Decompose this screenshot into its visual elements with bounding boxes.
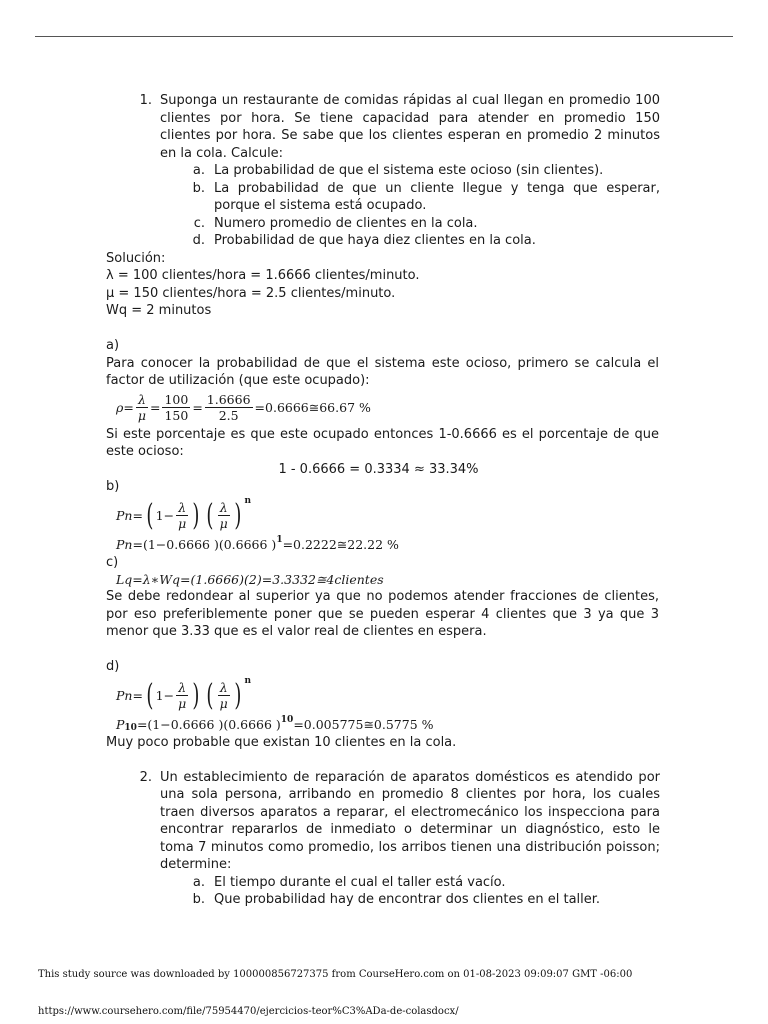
list-item-label: b. bbox=[192, 892, 205, 907]
fraction-100-150: $\frac{100}{150}$ bbox=[164, 392, 189, 423]
list-item bbox=[160, 891, 660, 909]
list-item-label: c. bbox=[193, 215, 205, 231]
footer-source: This study source was downloaded by 100000856727375 from CourseHero.com on 01-08-2023 09:09:07 GMT -06:00 bbox=[38, 969, 633, 980]
list-item-label: d. bbox=[192, 233, 205, 248]
question-number: 2. bbox=[139, 769, 152, 785]
idle-text: Si este porcentaje es que este ocupado entonces 1-0.6666 es el porcentaje de que este ocioso: bbox=[106, 426, 659, 459]
part-c-explanation: Se debe redondear al superior ya que no podemos atender fracciones de clientes, por eso preferiblemente poner que se pueden esperar 4 clientes que 3 ya que 3 menor que 3.33 que es el valor real de clientes en espera. bbox=[106, 589, 659, 639]
list-item-text: Que probabilidad hay de encontrar dos clientes en el taller. bbox=[214, 892, 601, 907]
part-c-label: c) bbox=[106, 554, 119, 570]
part-a-label: a) bbox=[106, 338, 120, 353]
rho-result: =0.6666≅66.67 % bbox=[254, 399, 371, 415]
idle-calc: 1 - 0.6666 = 0.3334 ≈ 33.34% bbox=[278, 461, 479, 477]
lq-formula: Lq=λ∗Wq=(1.6666)(2)=3.3332≅4 clientes bbox=[116, 571, 384, 587]
part-d-label: d) bbox=[106, 659, 120, 674]
mu-line: µ = 150 clientes/hora = 2.5 clientes/minuto. bbox=[106, 285, 396, 301]
question-1 bbox=[107, 92, 660, 162]
top-rule bbox=[35, 36, 733, 37]
lambda-over-mu: $\frac{\lambda}{\mu}$ bbox=[137, 392, 146, 423]
pn-formula: Pn = ( 1− $\frac{\lambda}{\mu}$ ) ( $\frac{\lambda}{\mu}$ ) n bbox=[116, 495, 252, 533]
lambda-line: λ = 100 clientes/hora = 1.6666 clientes/minuto. bbox=[106, 268, 420, 283]
part-a-intro: Para conocer la probabilidad de que el sistema este ocioso, primero se calcula el factor de utilización (que este ocupado): bbox=[106, 355, 659, 388]
question-number: 1. bbox=[139, 93, 152, 108]
list-item-label: a. bbox=[192, 163, 205, 178]
fraction-rates: $\frac{1.6666}{2.5}$ bbox=[206, 392, 251, 423]
list-item-label: a. bbox=[192, 874, 205, 890]
p10-calc: P 10 =(1−0.6666 )(0.6666 ) 10 =0.005775≅0.5775 % bbox=[116, 714, 434, 733]
footer-url-link[interactable]: https://www.coursehero.com/file/75954470/ejercicios-teor%C3%ADa-de-colasdocx/ bbox=[38, 1006, 459, 1017]
solution-heading: Solución: bbox=[106, 250, 166, 266]
rho-formula: ρ = $\frac{\lambda}{\mu}$ = $\frac{100}{150}$ = $\frac{1.6666}{2.5}$ =0.6666≅66.67 % bbox=[116, 392, 371, 423]
list-item-text: La probabilidad de que un cliente llegue y tenga que esperar, porque el sistema está ocupado. bbox=[214, 180, 660, 213]
rho-symbol: ρ bbox=[116, 399, 124, 415]
wq-line: Wq = 2 minutos bbox=[106, 303, 212, 318]
list-item-text: La probabilidad de que el sistema este ocioso (sin clientes). bbox=[214, 163, 604, 178]
document-body bbox=[107, 92, 660, 909]
question-text: Suponga un restaurante de comidas rápidas al cual llegan en promedio 100 clientes por hora. Se tiene capacidad para atender en promedio 150 clientes por hora. Se sabe que los clientes esperan en promedio 2 minutos en la cola. Calcule: bbox=[160, 93, 660, 161]
list-item-label: b. bbox=[192, 180, 205, 196]
part-d-conclusion: Muy poco probable que existan 10 clientes en la cola. bbox=[106, 734, 457, 750]
list-item bbox=[160, 162, 660, 180]
list-item bbox=[160, 232, 660, 250]
list-item-text: Probabilidad de que haya diez clientes en la cola. bbox=[214, 233, 536, 248]
question-2 bbox=[107, 769, 660, 874]
pn-formula-d: Pn = ( 1− $\frac{\lambda}{\mu}$ ) ( $\frac{\lambda}{\mu}$ ) n bbox=[116, 675, 252, 713]
list-item bbox=[160, 215, 660, 233]
list-item bbox=[160, 180, 660, 215]
list-item bbox=[160, 874, 660, 892]
list-item-text: El tiempo durante el cual el taller está vacío. bbox=[214, 874, 506, 890]
pn-calc: Pn =(1−0.6666 )(0.6666 ) 1 =0.2222≅22.22 % bbox=[116, 534, 399, 552]
list-item-text: Numero promedio de clientes en la cola. bbox=[214, 215, 478, 231]
question-text: Un establecimiento de reparación de aparatos domésticos es atendido por una sola persona, arribando en promedio 8 clientes por hora, los cuales traen diversos aparatos a reparar, el electromecánico los inspecciona para encontrar repararlos de inmediato o determinar un diagnóstico, esto le toma 7 minutos como promedio, los arribos tienen una distribución poisson; determine: bbox=[160, 769, 660, 872]
part-b-label: b) bbox=[106, 479, 120, 494]
